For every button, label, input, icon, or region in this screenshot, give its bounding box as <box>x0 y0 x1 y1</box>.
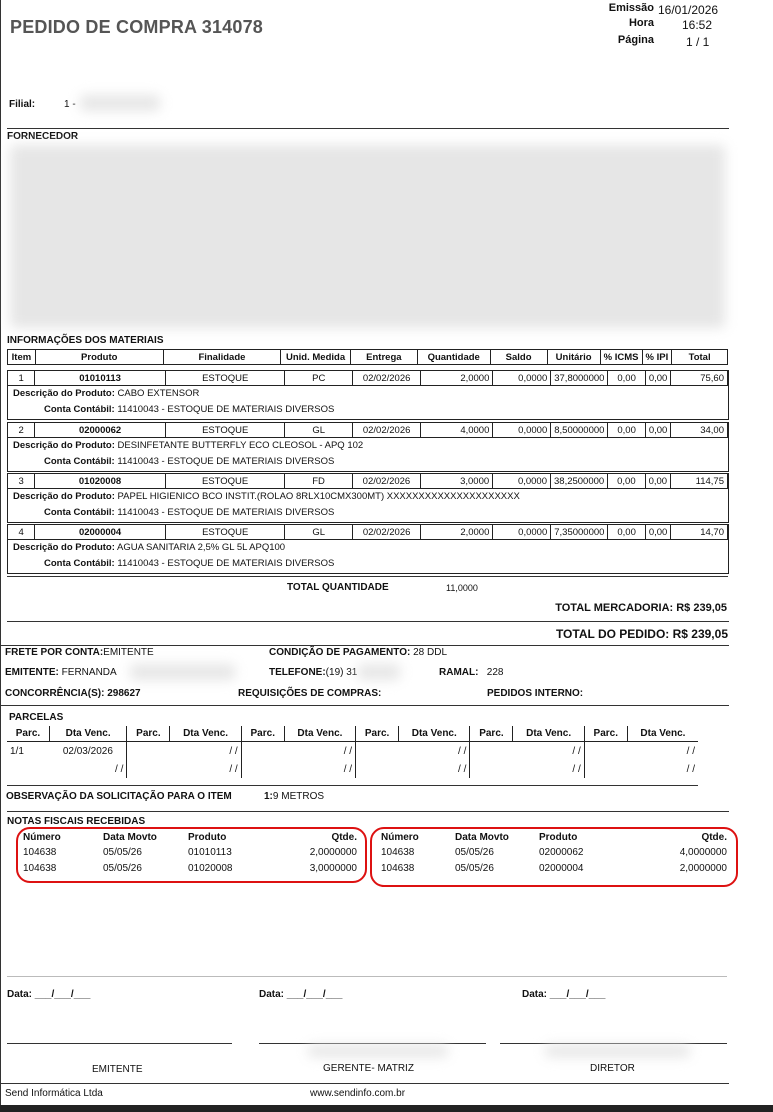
redacted-block <box>545 1045 690 1057</box>
cell-icms: 0,00 <box>608 371 645 386</box>
cell-produto: 01020008 <box>35 474 166 489</box>
cell-unitario: 38,2500000 <box>551 474 608 489</box>
descricao-label: Descrição do Produto: <box>13 440 115 451</box>
emitente-label: EMITENTE: <box>5 667 59 678</box>
cell-item: 1 <box>8 371 35 386</box>
conta-value: 11410043 - ESTOQUE DE MATERIAIS DIVERSOS <box>117 404 335 415</box>
col-entrega: Entrega <box>350 350 417 365</box>
notas-col-header: Data Movto <box>455 832 509 843</box>
data-gerente: Data: ___/___/___ <box>259 989 343 1000</box>
data-diretor: Data: ___/___/___ <box>522 989 606 1000</box>
descricao-value: PAPEL HIGIENICO BCO INSTIT.(ROLAO 8RLX10CMX300MT) XXXXXXXXXXXXXXXXXXXXX <box>117 491 520 502</box>
sig-gerente: GERENTE- MATRIZ <box>323 1063 414 1074</box>
conta-label: Conta Contábil: <box>44 456 115 467</box>
redacted-block <box>308 1045 448 1057</box>
conta-contabil <box>44 404 334 415</box>
cell-saldo: 0,0000 <box>493 525 551 540</box>
venc-col-header: Dta Venc. <box>49 726 126 742</box>
signature-line-gerente <box>259 1043 486 1044</box>
notas-cell-numero: 104638 <box>23 847 57 858</box>
concorrencia-value: 298627 <box>107 688 141 699</box>
notas-col-header: Número <box>23 832 61 843</box>
conta-label: Conta Contábil: <box>44 507 115 518</box>
parc-col-header: Parc. <box>356 726 399 742</box>
redacted-block <box>358 664 400 680</box>
venc-cell: 02/03/2026 <box>62 745 113 757</box>
cell-unid: FD <box>285 474 352 489</box>
fornecedor-label: FORNECEDOR <box>7 131 79 142</box>
cell-ipi: 0,00 <box>645 371 671 386</box>
pagina-value: 1 / 1 <box>686 35 710 49</box>
notas-cell-data: 05/05/26 <box>103 847 142 858</box>
sig-emitente: EMITENTE <box>92 1064 143 1075</box>
pagina-label: Página <box>617 34 654 46</box>
bottom-bar <box>0 1105 773 1112</box>
total-pedido: TOTAL DO PEDIDO: R$ 239,05 <box>555 627 728 641</box>
venc-cell: / / <box>229 763 238 775</box>
venc-cell: / / <box>229 745 238 757</box>
cell-item: 3 <box>8 474 35 489</box>
parc-col-header: Parc. <box>584 726 627 742</box>
pedidos-label: PEDIDOS INTERNO: <box>487 688 584 699</box>
notas-col-header: Produto <box>188 832 227 843</box>
cell-unid: PC <box>285 371 353 386</box>
cell-saldo: 0,0000 <box>493 423 551 438</box>
col-icms: % ICMS <box>600 350 642 365</box>
descricao-produto <box>13 491 520 502</box>
cell-quantidade: 3,0000 <box>421 474 493 489</box>
filial-value: 1 - <box>64 99 76 110</box>
notas-cell-produto: 01020008 <box>188 863 233 874</box>
notas-cell-qtde: 2,0000000 <box>309 847 357 858</box>
parc-cell <box>127 760 170 778</box>
filial-label: Filial: <box>9 99 36 110</box>
venc-cell: / / <box>572 763 581 775</box>
conta-contabil <box>44 507 334 518</box>
descricao-produto <box>13 440 363 451</box>
sig-diretor: DIRETOR <box>590 1063 635 1074</box>
parc-col-header: Parc. <box>470 726 513 742</box>
emissao-value: 16/01/2026 <box>658 3 719 17</box>
cell-item: 2 <box>8 423 35 438</box>
frete-value: EMITENTE <box>103 647 154 658</box>
total-quantidade-label: TOTAL QUANTIDADE <box>287 582 389 593</box>
parc-cell <box>584 760 627 778</box>
notas-cell-numero: 104638 <box>381 863 415 874</box>
conta-contabil <box>44 558 334 569</box>
venc-col-header: Dta Venc. <box>627 726 698 742</box>
cell-quantidade: 4,0000 <box>421 423 493 438</box>
cell-ipi: 0,00 <box>645 474 671 489</box>
cell-entrega: 02/02/2026 <box>352 371 420 386</box>
col-unitario: Unitário <box>547 350 600 365</box>
notas-cell-produto: 02000004 <box>539 863 584 874</box>
notas-col-header: Qtde. <box>701 832 727 843</box>
venc-cell: / / <box>115 763 124 775</box>
cell-icms: 0,00 <box>608 474 645 489</box>
redacted-block <box>130 664 235 680</box>
footer-site: www.sendinfo.com.br <box>310 1088 406 1099</box>
notas-title: NOTAS FISCAIS RECEBIDAS <box>7 816 146 827</box>
venc-cell: / / <box>572 745 581 757</box>
hora-label: Hora <box>628 17 654 29</box>
materiais-title: INFORMAÇÕES DOS MATERIAIS <box>7 335 164 346</box>
cell-unitario: 8,50000000 <box>551 423 608 438</box>
venc-cell: / / <box>686 745 695 757</box>
cell-saldo: 0,0000 <box>493 474 551 489</box>
notas-cell-produto: 01010113 <box>188 847 232 858</box>
col-produto: Produto <box>35 350 163 365</box>
cell-icms: 0,00 <box>608 423 645 438</box>
notas-cell-qtde: 4,0000000 <box>679 847 727 858</box>
cell-produto: 02000062 <box>35 423 166 438</box>
conta-value: 11410043 - ESTOQUE DE MATERIAIS DIVERSOS <box>117 507 335 518</box>
venc-col-header: Dta Venc. <box>513 726 584 742</box>
notas-cell-qtde: 3,0000000 <box>309 863 357 874</box>
notas-col-header: Qtde. <box>331 832 357 843</box>
frete-label: FRETE POR CONTA: <box>5 647 104 658</box>
notas-cell-qtde: 2,0000000 <box>679 863 727 874</box>
cell-finalidade: ESTOQUE <box>165 423 285 438</box>
venc-cell: / / <box>343 763 353 775</box>
descricao-label: Descrição do Produto: <box>13 491 115 502</box>
concorrencia-label: CONCORRÊNCIA(S): <box>5 688 105 699</box>
parc-cell: 1/1 <box>10 745 24 757</box>
telefone-value: (19) 31 <box>325 667 358 678</box>
material-row <box>7 473 728 489</box>
cell-finalidade: ESTOQUE <box>165 474 284 489</box>
conta-value: 11410043 - ESTOQUE DE MATERIAIS DIVERSOS <box>117 558 335 569</box>
venc-cell: / / <box>343 745 353 757</box>
cell-entrega: 02/02/2026 <box>352 423 420 438</box>
material-row <box>7 370 728 386</box>
cell-unid: GL <box>285 525 353 540</box>
materiais-header-table <box>7 349 728 365</box>
footer-company: Send Informática Ltda <box>5 1088 103 1099</box>
notas-cell-numero: 104638 <box>381 847 415 858</box>
telefone-label: TELEFONE: <box>269 667 326 678</box>
cell-unitario: 37,8000000 <box>551 371 608 386</box>
cell-total: 34,00 <box>671 423 728 438</box>
hora-value: 16:52 <box>682 18 713 32</box>
cell-produto: 01010113 <box>35 371 166 386</box>
descricao-label: Descrição do Produto: <box>13 542 115 553</box>
ramal-value: 228 <box>486 667 504 678</box>
redacted-block <box>80 95 160 111</box>
total-mercadoria: TOTAL MERCADORIA: R$ 239,05 <box>555 602 727 614</box>
cell-total: 114,75 <box>671 474 728 489</box>
venc-cell: / / <box>686 763 695 775</box>
parc-cell <box>584 742 627 761</box>
observacao-value: 9 METROS <box>272 791 325 802</box>
parc-col-header: Parc. <box>241 726 284 742</box>
cell-unid: GL <box>285 423 353 438</box>
parc-cell <box>356 742 399 761</box>
descricao-value: CABO EXTENSOR <box>117 388 200 399</box>
cell-entrega: 02/02/2026 <box>352 474 420 489</box>
col-saldo: Saldo <box>490 350 547 365</box>
parc-cell <box>356 760 399 778</box>
conta-label: Conta Contábil: <box>44 558 115 569</box>
descricao-produto <box>13 542 285 553</box>
parc-cell <box>470 742 513 761</box>
cell-finalidade: ESTOQUE <box>165 371 285 386</box>
parcelas-title: PARCELAS <box>9 712 64 723</box>
descricao-value: DESINFETANTE BUTTERFLY ECO CLEOSOL - APQ 102 <box>117 440 364 451</box>
parc-cell <box>127 742 170 761</box>
venc-col-header: Dta Venc. <box>170 726 241 742</box>
notas-cell-produto: 02000062 <box>539 847 584 858</box>
notas-cell-data: 05/05/26 <box>103 863 142 874</box>
col-item: Item <box>8 350 36 365</box>
cell-item: 4 <box>8 525 35 540</box>
ramal-label: RAMAL: <box>439 667 479 678</box>
venc-col-header: Dta Venc. <box>399 726 470 742</box>
cell-produto: 02000004 <box>35 525 166 540</box>
venc-cell: / / <box>458 763 467 775</box>
data-emitente: Data: ___/___/___ <box>7 989 91 1000</box>
descricao-label: Descrição do Produto: <box>13 388 115 399</box>
col-ipi: % IPI <box>642 350 672 365</box>
notas-col-header: Número <box>381 832 419 843</box>
col-total: Total <box>672 350 728 365</box>
requisicoes-label: REQUISIÇÕES DE COMPRAS: <box>238 688 382 699</box>
material-row <box>7 524 728 540</box>
condicao-label: CONDIÇÃO DE PAGAMENTO: <box>269 647 411 658</box>
notas-cell-data: 05/05/26 <box>455 847 494 858</box>
notas-cell-data: 05/05/26 <box>455 863 494 874</box>
cell-quantidade: 2,0000 <box>421 371 493 386</box>
cell-total: 75,60 <box>671 371 728 386</box>
cell-ipi: 0,00 <box>645 423 671 438</box>
material-row <box>7 422 728 438</box>
parc-cell <box>7 760 49 778</box>
cell-entrega: 02/02/2026 <box>352 525 420 540</box>
emitente-value: FERNANDA <box>61 667 117 678</box>
col-unid: Unid. Medida <box>281 350 351 365</box>
descricao-value: AGUA SANITARIA 2,5% GL 5L APQ100 <box>117 542 286 553</box>
parcelas-table <box>7 726 698 778</box>
emissao-label: Emissão <box>608 2 654 14</box>
fornecedor-redacted <box>10 145 725 328</box>
cell-quantidade: 2,0000 <box>421 525 493 540</box>
parc-cell <box>241 760 284 778</box>
parc-cell <box>470 760 513 778</box>
notas-cell-numero: 104638 <box>23 863 57 874</box>
cell-finalidade: ESTOQUE <box>165 525 285 540</box>
conta-label: Conta Contábil: <box>44 404 115 415</box>
venc-cell: / / <box>458 745 467 757</box>
col-quantidade: Quantidade <box>417 350 490 365</box>
observacao-label: OBSERVAÇÃO DA SOLICITAÇÃO PARA O ITEM <box>6 791 232 802</box>
cell-total: 14,70 <box>671 525 728 540</box>
parc-cell <box>241 742 284 761</box>
cell-unitario: 7,35000000 <box>551 525 608 540</box>
cell-ipi: 0,00 <box>645 525 671 540</box>
descricao-produto <box>13 388 199 399</box>
signature-line-emitente <box>7 1043 232 1044</box>
cell-icms: 0,00 <box>608 525 645 540</box>
page-title: PEDIDO DE COMPRA 314078 <box>10 17 264 37</box>
venc-col-header: Dta Venc. <box>284 726 355 742</box>
notas-col-header: Data Movto <box>103 832 157 843</box>
conta-contabil <box>44 456 334 467</box>
parc-col-header: Parc. <box>7 726 49 742</box>
observacao-item: 1: <box>264 791 273 802</box>
conta-value: 11410043 - ESTOQUE DE MATERIAIS DIVERSOS <box>117 456 335 467</box>
cell-saldo: 0,0000 <box>493 371 551 386</box>
total-quantidade-value: 11,0000 <box>446 583 478 593</box>
parc-col-header: Parc. <box>127 726 170 742</box>
col-finalidade: Finalidade <box>163 350 281 365</box>
condicao-value: 28 DDL <box>413 647 447 658</box>
notas-col-header: Produto <box>539 832 578 843</box>
signature-line-diretor <box>500 1043 727 1044</box>
